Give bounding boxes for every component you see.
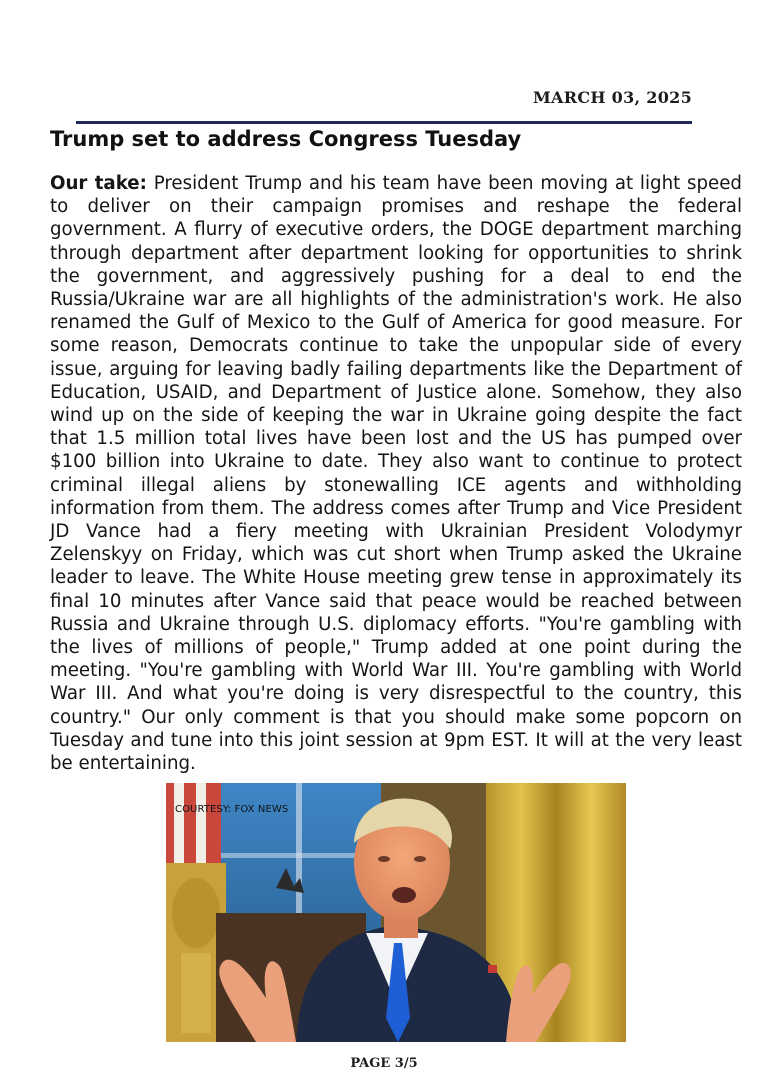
- body-text: President Trump and his team have been moving at light speed to deliver on their campaign promises and reshape the federal government. A flurry of executive orders, the DOGE department marching through department after department looking for opportunities to shrink the government, and aggressively pushing for a deal to end the Russia/Ukraine war are all highlights of the administration's work. He also renamed the Gulf of Mexico to the Gulf of America for good measure. For some reason, Democrats continue to take the unpopular side of every issue, arguing for leaving badly failing departments like the Department of Education, USAID, and Department of Justice alone. Somehow, they also wind up on the side of keeping the war in Ukraine going despite the fact that 1.5 million total lives have been lost and the US has pumped over $100 billion into Ukraine to date. They also want to continue to protect criminal illegal aliens by stonewalling ICE agents and withholding information from them. The address comes after Trump and Vice President JD Vance had a fiery meeting with Ukrainian President Volodymyr Zelenskyy on Friday, which was cut short when Trump asked the Ukraine leader to leave. The White House meeting grew tense in approximately its final 10 minutes after Vance said that peace would be reached between Russia and Ukraine through U.S. diplomacy efforts. "You're gambling with the lives of millions of people," Trump added at one point during the meeting. "You're gambling with World War III. You're gambling with World War III. And what you're doing is very disrespectful to the country, this country." Our only comment is that you should make some popcorn on Tuesday and tune into this joint session at 9pm EST. It will at the very least be entertaining.: [50, 173, 742, 775]
- photo-credit: COURTESY: FOX NEWS: [175, 804, 289, 815]
- article-photo: [166, 783, 626, 1042]
- lead-label: Our take:: [50, 173, 147, 194]
- article-headline: Trump set to address Congress Tuesday: [50, 127, 522, 151]
- page-number: PAGE 3/5: [350, 1056, 418, 1071]
- date-line: MARCH 03, 2025: [533, 88, 692, 107]
- article-body: [50, 172, 742, 775]
- photo-illustration: [166, 783, 626, 1042]
